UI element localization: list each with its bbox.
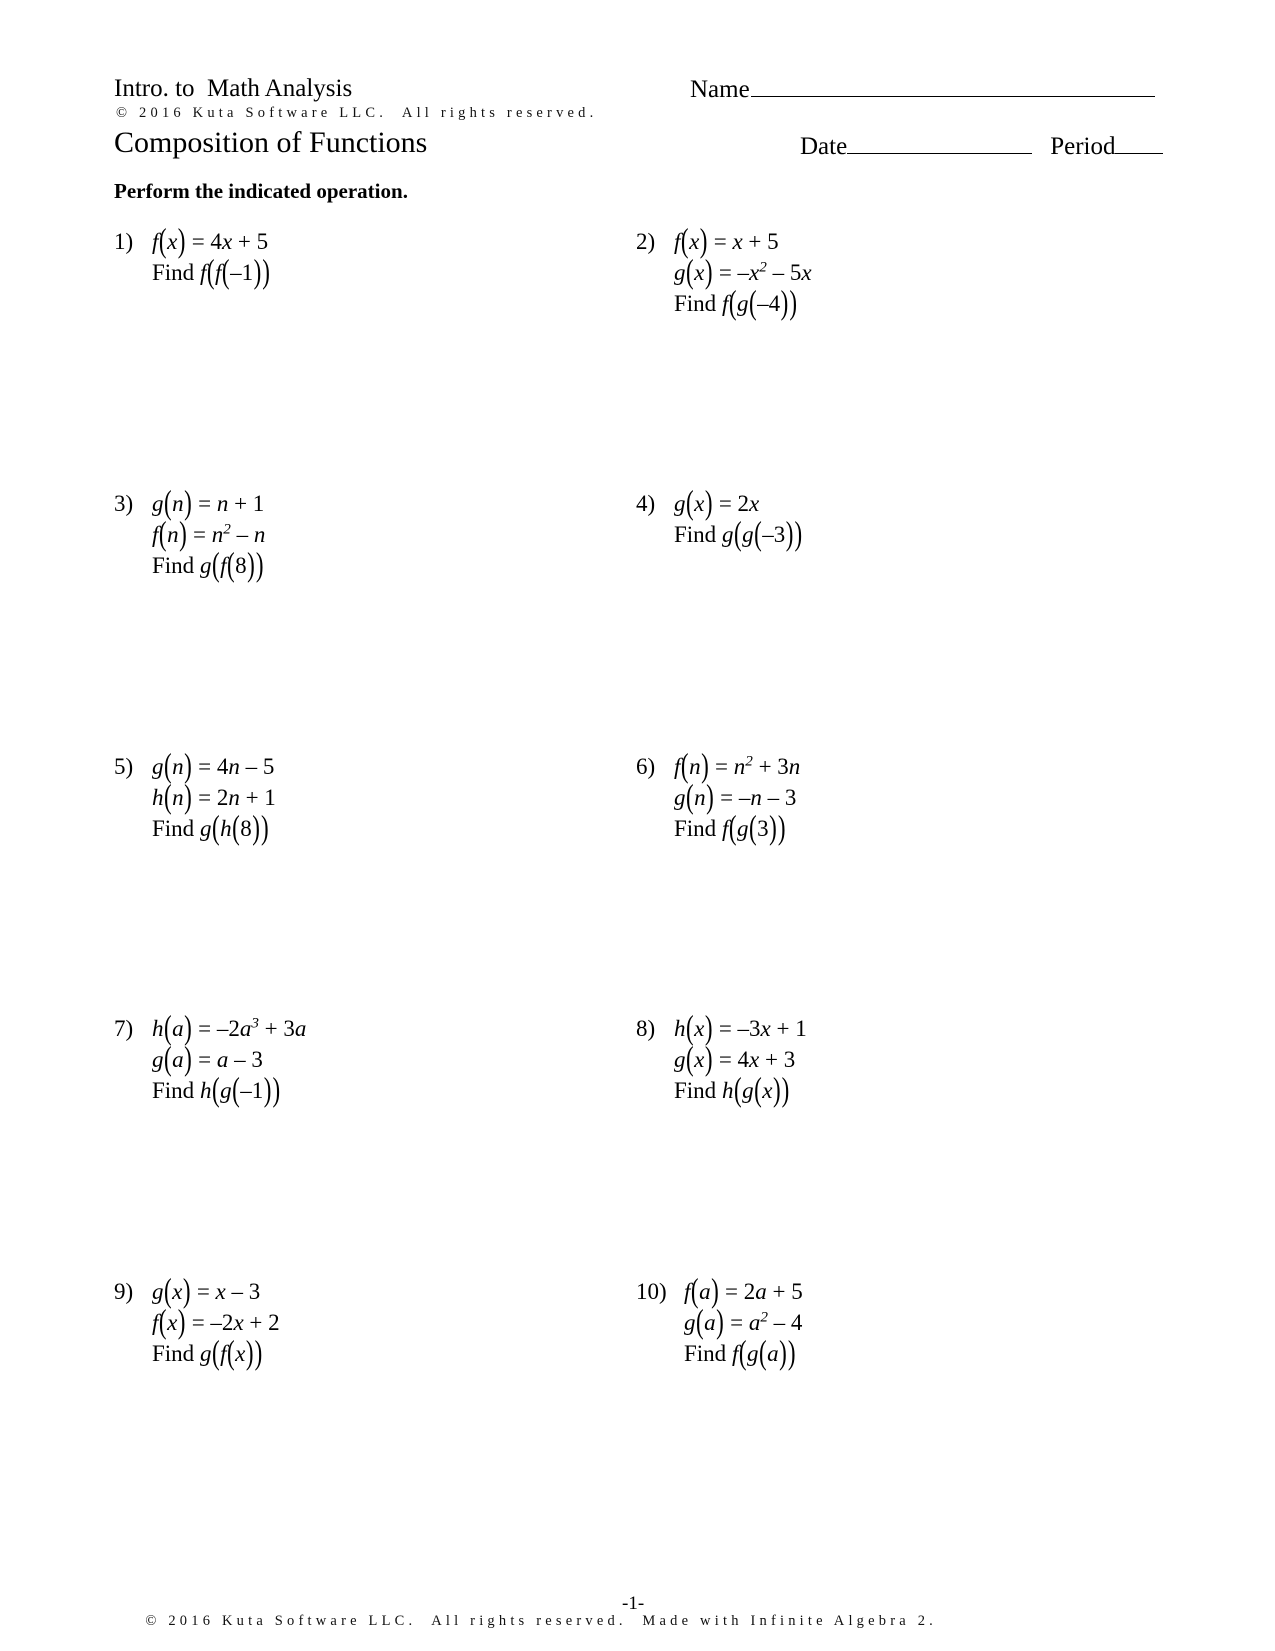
function-definition: f(a) = 2a + 5: [684, 1272, 803, 1309]
footer-made-with: Made with Infinite Algebra 2.: [642, 1613, 937, 1629]
instruction-text: Perform the indicated operation.: [114, 179, 408, 203]
name-label: Name: [690, 76, 750, 103]
function-definition: $h(a) = -2a^3 + 3a$: [152, 1009, 307, 1046]
function-definition: h(n) = 2n + 1: [152, 778, 276, 815]
date-period-field-group: [800, 131, 1163, 162]
problem-body: [684, 1272, 1154, 1371]
date-input-line[interactable]: [847, 131, 1032, 154]
problem-number: 10): [636, 1279, 667, 1304]
function-definition: g(a) = a – 3: [152, 1040, 263, 1077]
find-instruction: Find g(f(x)): [152, 1334, 263, 1371]
problem-number: 6): [636, 754, 656, 779]
find-instruction: Find h(g(x)): [674, 1071, 790, 1108]
date-label: Date: [800, 133, 848, 160]
function-definition: g(x) = x – 3: [152, 1272, 261, 1309]
problem-body: [152, 747, 622, 846]
problem-body: [674, 1009, 1144, 1108]
problem-number: 3): [114, 491, 134, 516]
problem-body: [152, 1272, 622, 1371]
function-definition: $g(a) = a^2 - 4$: [684, 1303, 803, 1340]
name-input-line[interactable]: [751, 74, 1155, 97]
find-instruction: Find f(f(–1)): [152, 253, 270, 290]
problem-body: [152, 1009, 622, 1108]
problem-number: 8): [636, 1016, 656, 1041]
period-input-line[interactable]: [1115, 131, 1163, 154]
problem-number: 7): [114, 1016, 134, 1041]
course-title: Intro. to Math Analysis: [114, 75, 353, 102]
problem-body: [674, 222, 1144, 321]
page-title: Composition of Functions: [114, 126, 428, 159]
function-definition: f(x) = –2x + 2: [152, 1303, 280, 1340]
footer-copyright: © 2016 Kuta Software LLC. All rights reserved.: [145, 1613, 627, 1629]
function-definition: $g(x) = -x^2 - 5x$: [674, 253, 812, 290]
problem-body: [152, 222, 622, 290]
problem-body: [674, 747, 1144, 846]
problem-number: 9): [114, 1279, 134, 1304]
page-number: -1-: [622, 1593, 645, 1614]
problem-body: [152, 484, 622, 583]
function-definition: f(x) = 4x + 5: [152, 222, 269, 259]
function-definition: $f(n) = n^2 - n$: [152, 515, 266, 552]
function-definition: g(x) = 2x: [674, 484, 760, 521]
function-definition: g(x) = 4x + 3: [674, 1040, 796, 1077]
period-label: Period: [1050, 133, 1116, 160]
find-instruction: Find g(h(8)): [152, 809, 269, 846]
function-definition: g(n) = n + 1: [152, 484, 265, 521]
name-field-group: [690, 74, 1160, 105]
problem-number: 2): [636, 229, 656, 254]
find-instruction: Find f(g(a)): [684, 1334, 796, 1371]
function-definition: h(x) = –3x + 1: [674, 1009, 807, 1046]
find-instruction: Find f(g(3)): [674, 809, 786, 846]
function-definition: g(n) = –n – 3: [674, 778, 797, 815]
problem-number: 1): [114, 229, 134, 254]
problem-number: 4): [636, 491, 656, 516]
function-definition: g(n) = 4n – 5: [152, 747, 275, 784]
find-instruction: Find g(f(8)): [152, 546, 264, 583]
function-definition: f(x) = x + 5: [674, 222, 779, 259]
problem-body: [674, 484, 1144, 552]
find-instruction: Find h(g(–1)): [152, 1071, 281, 1108]
problem-number: 5): [114, 754, 134, 779]
find-instruction: Find f(g(–4)): [674, 284, 798, 321]
copyright-notice-top: © 2016 Kuta Software LLC. All rights reserved.: [116, 105, 598, 121]
find-instruction: Find g(g(–3)): [674, 515, 803, 552]
function-definition: $f(n) = n^2 + 3n$: [674, 747, 801, 784]
